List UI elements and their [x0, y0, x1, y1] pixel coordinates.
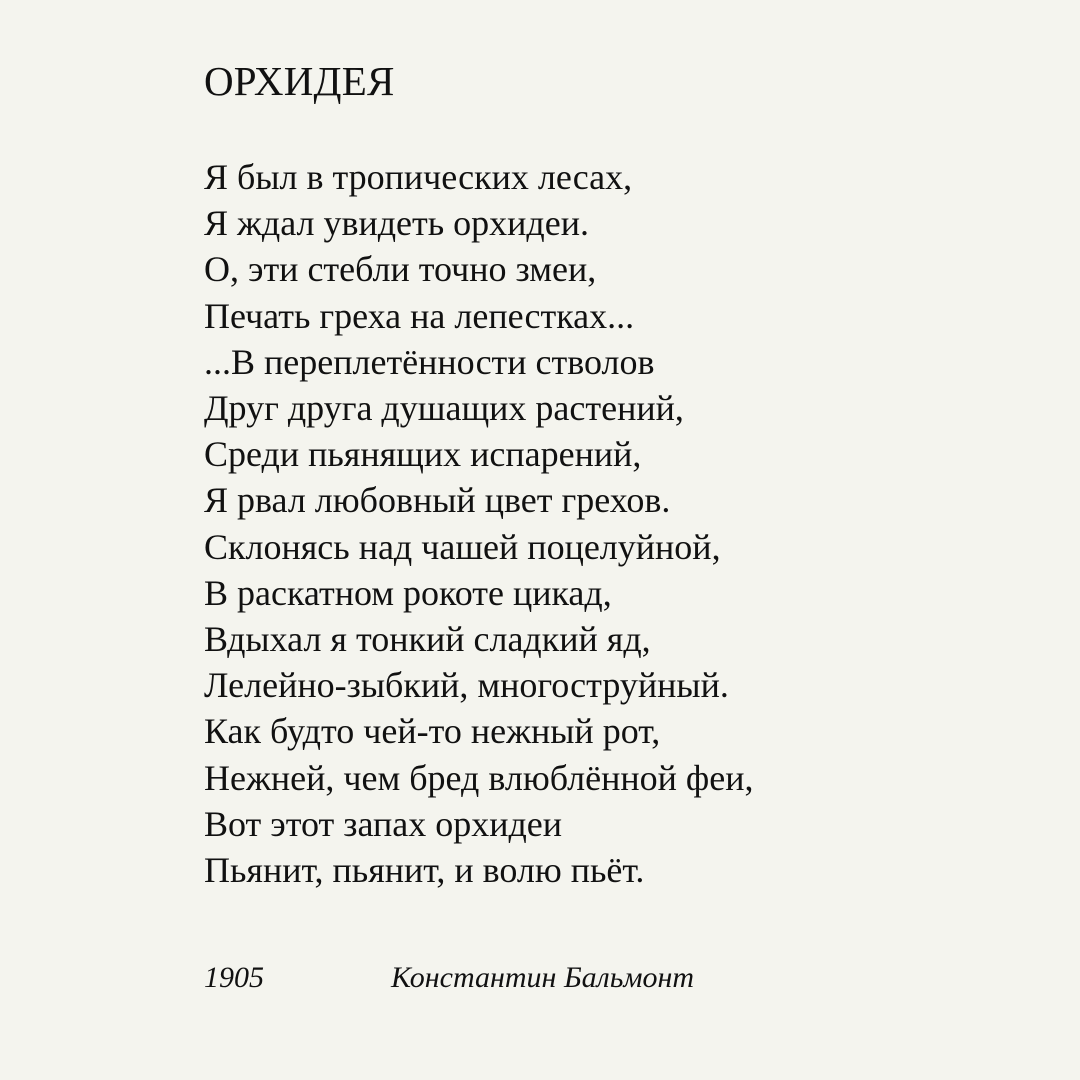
poem-line: Я ждал увидеть орхидеи.: [204, 203, 589, 244]
poem-title: ОРХИДЕЯ: [204, 58, 395, 104]
poem-line: Я рвал любовный цвет грехов.: [204, 480, 671, 521]
poem-footer: [0, 958, 1080, 998]
poem-line: Вот этот запах орхидеи: [204, 803, 563, 844]
poem-line: Печать греха на лепестках...: [204, 295, 635, 336]
poem-line: Нежней, чем бред влюблённой феи,: [204, 757, 754, 798]
poem-line: О, эти стебли точно змеи,: [204, 249, 597, 290]
poem-line: Вдыхал я тонкий сладкий яд,: [204, 619, 651, 660]
poem-line: В раскатном рокоте цикад,: [204, 572, 612, 613]
poem-line: Я был в тропических лесах,: [204, 157, 633, 197]
poem-line: Пьянит, пьянит, и волю пьёт.: [204, 850, 645, 891]
poem-text: [204, 154, 964, 893]
poem-line: Друг друга душащих растений,: [204, 388, 684, 429]
poem-line: Как будто чей-то нежный рот,: [204, 711, 661, 752]
poem-line: ...В переплетённости стволов: [204, 341, 655, 382]
poem-year: 1905: [204, 961, 264, 994]
poem-author: Константин Бальмонт: [391, 961, 695, 994]
poem-line: Лелейно-зыбкий, многоструйный.: [204, 665, 729, 706]
poem-line: Склонясь над чашей поцелуйной,: [204, 526, 721, 567]
poem-line: Среди пьянящих испарений,: [204, 434, 642, 475]
